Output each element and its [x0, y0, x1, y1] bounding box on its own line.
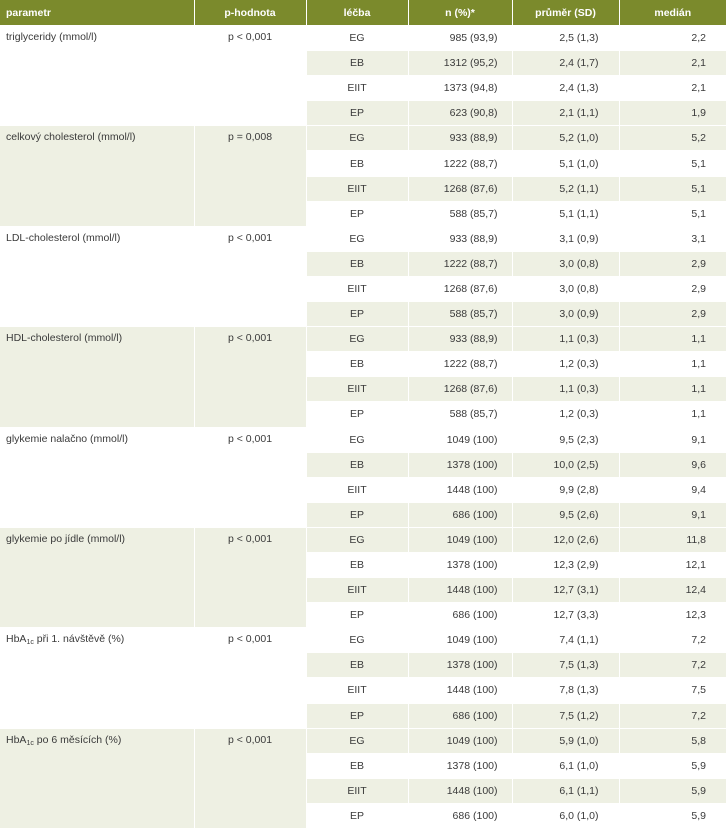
header-pval: p-hodnota [194, 0, 306, 26]
treatment-cell: EP [306, 201, 408, 226]
median-cell: 5,2 [619, 126, 726, 151]
treatment-cell: EB [306, 552, 408, 577]
parameter-name-subscript: 1c [26, 639, 34, 647]
parameter-name-rest: při 1. návštěvě (%) [33, 633, 125, 646]
mean-cell: 6,1 (1,0) [512, 753, 619, 778]
mean-cell: 12,7 (3,1) [512, 578, 619, 603]
mean-cell: 2,1 (1,1) [512, 101, 619, 126]
n-cell: 1312 (95,2) [408, 51, 512, 76]
p-value: p < 0,001 [194, 527, 306, 627]
parameter-name: HDL-cholesterol (mmol/l) [0, 327, 194, 427]
header-param: parametr [0, 0, 194, 26]
treatment-cell: EP [306, 603, 408, 628]
treatment-cell: EP [306, 402, 408, 427]
mean-cell: 5,2 (1,1) [512, 176, 619, 201]
parameter-group [0, 728, 726, 828]
header-mean: průměr (SD) [512, 0, 619, 26]
p-value: p = 0,008 [194, 126, 306, 226]
mean-cell: 3,1 (0,9) [512, 226, 619, 251]
parameter-name-rest: po 6 měsících (%) [33, 733, 122, 746]
treatment-cell: EG [306, 527, 408, 552]
n-cell: 588 (85,7) [408, 302, 512, 327]
n-cell: 1378 (100) [408, 552, 512, 577]
n-cell: 588 (85,7) [408, 402, 512, 427]
mean-cell: 1,2 (0,3) [512, 402, 619, 427]
treatment-cell: EB [306, 251, 408, 276]
n-cell: 933 (88,9) [408, 126, 512, 151]
mean-cell: 5,2 (1,0) [512, 126, 619, 151]
median-cell: 7,5 [619, 678, 726, 703]
median-cell: 2,9 [619, 302, 726, 327]
table-row [0, 427, 726, 452]
treatment-cell: EG [306, 427, 408, 452]
n-cell: 1378 (100) [408, 653, 512, 678]
parameter-name [0, 728, 194, 828]
mean-cell: 1,2 (0,3) [512, 352, 619, 377]
n-cell: 1049 (100) [408, 527, 512, 552]
mean-cell: 2,5 (1,3) [512, 26, 619, 51]
median-cell: 5,9 [619, 803, 726, 828]
header-n: n (%)* [408, 0, 512, 26]
treatment-cell: EP [306, 101, 408, 126]
parameter-name: glykemie nalačno (mmol/l) [0, 427, 194, 527]
n-cell: 1448 (100) [408, 477, 512, 502]
parameter-group [0, 126, 726, 226]
table-row [0, 527, 726, 552]
mean-cell: 9,5 (2,3) [512, 427, 619, 452]
parameter-name-main: HbA [6, 633, 27, 646]
median-cell: 12,4 [619, 578, 726, 603]
mean-cell: 3,0 (0,8) [512, 276, 619, 301]
treatment-cell: EIIT [306, 678, 408, 703]
n-cell: 1049 (100) [408, 427, 512, 452]
parameter-group [0, 527, 726, 627]
table-row [0, 327, 726, 352]
mean-cell: 7,4 (1,1) [512, 628, 619, 653]
parameter-name [0, 628, 194, 728]
median-cell: 5,8 [619, 728, 726, 753]
mean-cell: 12,3 (2,9) [512, 552, 619, 577]
median-cell: 7,2 [619, 653, 726, 678]
n-cell: 1222 (88,7) [408, 352, 512, 377]
n-cell: 1373 (94,8) [408, 76, 512, 101]
n-cell: 985 (93,9) [408, 26, 512, 51]
n-cell: 1268 (87,6) [408, 276, 512, 301]
treatment-cell: EB [306, 151, 408, 176]
median-cell: 1,9 [619, 101, 726, 126]
n-cell: 588 (85,7) [408, 201, 512, 226]
median-cell: 9,6 [619, 452, 726, 477]
mean-cell: 2,4 (1,7) [512, 51, 619, 76]
treatment-cell: EIIT [306, 276, 408, 301]
median-cell: 5,1 [619, 151, 726, 176]
mean-cell: 3,0 (0,8) [512, 251, 619, 276]
median-cell: 2,9 [619, 276, 726, 301]
mean-cell: 5,1 (1,1) [512, 201, 619, 226]
median-cell: 5,1 [619, 201, 726, 226]
median-cell: 2,2 [619, 26, 726, 51]
median-cell: 2,1 [619, 51, 726, 76]
median-cell: 5,9 [619, 778, 726, 803]
n-cell: 1222 (88,7) [408, 151, 512, 176]
treatment-cell: EB [306, 753, 408, 778]
median-cell: 1,1 [619, 352, 726, 377]
header-median: medián [619, 0, 726, 26]
mean-cell: 12,7 (3,3) [512, 603, 619, 628]
median-cell: 1,1 [619, 327, 726, 352]
treatment-cell: EIIT [306, 578, 408, 603]
treatment-cell: EG [306, 628, 408, 653]
n-cell: 1448 (100) [408, 778, 512, 803]
mean-cell: 7,8 (1,3) [512, 678, 619, 703]
p-value: p < 0,001 [194, 427, 306, 527]
treatment-cell: EG [306, 728, 408, 753]
median-cell: 7,2 [619, 628, 726, 653]
mean-cell: 1,1 (0,3) [512, 327, 619, 352]
median-cell: 5,1 [619, 176, 726, 201]
n-cell: 933 (88,9) [408, 327, 512, 352]
n-cell: 686 (100) [408, 703, 512, 728]
mean-cell: 9,9 (2,8) [512, 477, 619, 502]
table-row [0, 728, 726, 753]
median-cell: 2,9 [619, 251, 726, 276]
median-cell: 11,8 [619, 527, 726, 552]
n-cell: 686 (100) [408, 603, 512, 628]
median-cell: 9,1 [619, 502, 726, 527]
treatment-cell: EIIT [306, 477, 408, 502]
parameter-group [0, 26, 726, 126]
median-cell: 9,1 [619, 427, 726, 452]
n-cell: 686 (100) [408, 803, 512, 828]
header-treatment: léčba [306, 0, 408, 26]
treatment-cell: EP [306, 703, 408, 728]
mean-cell: 7,5 (1,3) [512, 653, 619, 678]
mean-cell: 2,4 (1,3) [512, 76, 619, 101]
median-cell: 1,1 [619, 402, 726, 427]
treatment-cell: EB [306, 51, 408, 76]
mean-cell: 5,9 (1,0) [512, 728, 619, 753]
n-cell: 1222 (88,7) [408, 251, 512, 276]
n-cell: 1268 (87,6) [408, 377, 512, 402]
parameter-name-main: HbA [6, 733, 27, 746]
parameter-name: glykemie po jídle (mmol/l) [0, 527, 194, 627]
p-value: p < 0,001 [194, 628, 306, 728]
median-cell: 3,1 [619, 226, 726, 251]
mean-cell: 1,1 (0,3) [512, 377, 619, 402]
mean-cell: 3,0 (0,9) [512, 302, 619, 327]
parameter-name: triglyceridy (mmol/l) [0, 26, 194, 126]
median-cell: 9,4 [619, 477, 726, 502]
parameter-group [0, 226, 726, 326]
mean-cell: 6,0 (1,0) [512, 803, 619, 828]
treatment-cell: EG [306, 126, 408, 151]
n-cell: 1378 (100) [408, 452, 512, 477]
mean-cell: 6,1 (1,1) [512, 778, 619, 803]
parameter-name-subscript: 1c [26, 739, 34, 747]
median-cell: 12,1 [619, 552, 726, 577]
n-cell: 1049 (100) [408, 628, 512, 653]
table-row [0, 226, 726, 251]
n-cell: 1448 (100) [408, 678, 512, 703]
n-cell: 1049 (100) [408, 728, 512, 753]
median-cell: 5,9 [619, 753, 726, 778]
median-cell: 1,1 [619, 377, 726, 402]
treatment-cell: EB [306, 352, 408, 377]
treatment-cell: EIIT [306, 377, 408, 402]
treatment-cell: EIIT [306, 778, 408, 803]
table-row [0, 26, 726, 51]
n-cell: 1378 (100) [408, 753, 512, 778]
n-cell: 686 (100) [408, 502, 512, 527]
p-value: p < 0,001 [194, 26, 306, 126]
n-cell: 1448 (100) [408, 578, 512, 603]
n-cell: 1268 (87,6) [408, 176, 512, 201]
treatment-cell: EB [306, 653, 408, 678]
n-cell: 933 (88,9) [408, 226, 512, 251]
treatment-cell: EG [306, 226, 408, 251]
treatment-cell: EP [306, 803, 408, 828]
mean-cell: 10,0 (2,5) [512, 452, 619, 477]
p-value: p < 0,001 [194, 728, 306, 828]
parameter-group [0, 327, 726, 427]
treatment-cell: EIIT [306, 76, 408, 101]
table-row [0, 126, 726, 151]
parameter-name: celkový cholesterol (mmol/l) [0, 126, 194, 226]
median-cell: 2,1 [619, 76, 726, 101]
parameter-name: LDL-cholesterol (mmol/l) [0, 226, 194, 326]
mean-cell: 9,5 (2,6) [512, 502, 619, 527]
table-header [0, 0, 726, 26]
median-cell: 7,2 [619, 703, 726, 728]
treatment-cell: EG [306, 26, 408, 51]
treatment-cell: EP [306, 302, 408, 327]
mean-cell: 7,5 (1,2) [512, 703, 619, 728]
treatment-cell: EB [306, 452, 408, 477]
p-value: p < 0,001 [194, 327, 306, 427]
treatment-cell: EG [306, 327, 408, 352]
p-value: p < 0,001 [194, 226, 306, 326]
treatment-cell: EP [306, 502, 408, 527]
median-cell: 12,3 [619, 603, 726, 628]
mean-cell: 5,1 (1,0) [512, 151, 619, 176]
mean-cell: 12,0 (2,6) [512, 527, 619, 552]
parameter-group [0, 628, 726, 728]
treatment-cell: EIIT [306, 176, 408, 201]
parameter-group [0, 427, 726, 527]
n-cell: 623 (90,8) [408, 101, 512, 126]
table-row [0, 628, 726, 653]
